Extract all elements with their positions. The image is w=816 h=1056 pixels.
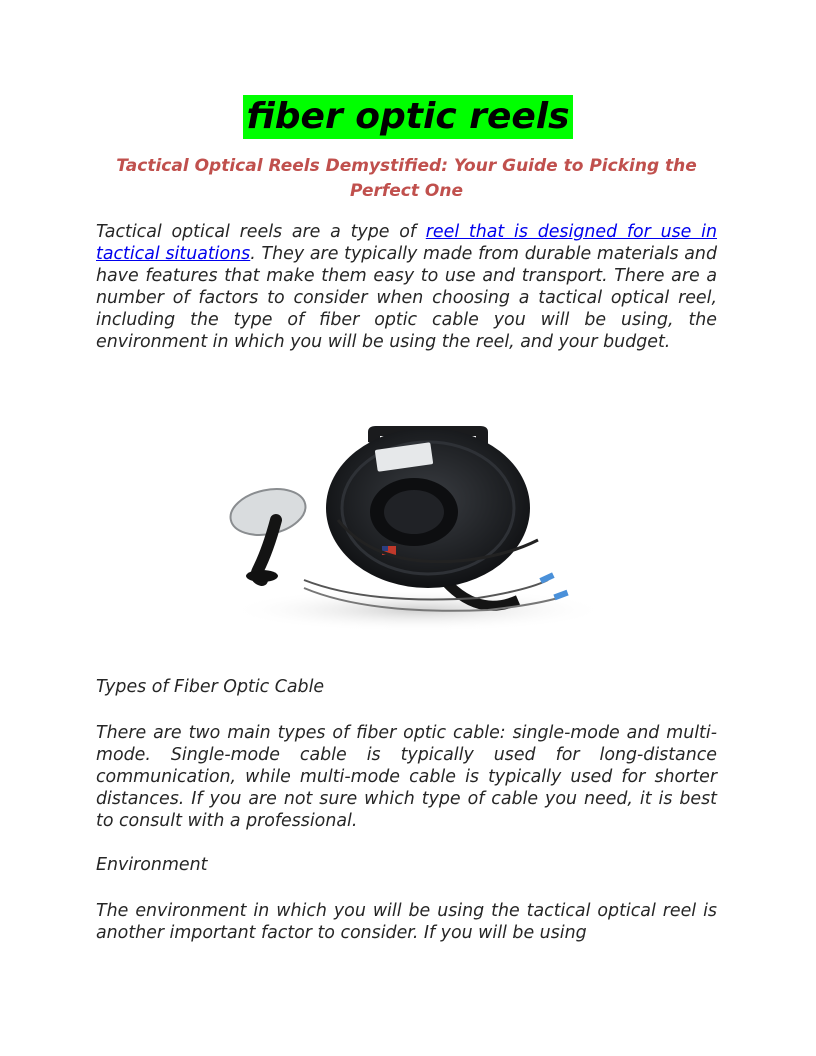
page-title: fiber optic reels xyxy=(243,95,572,139)
subtitle: Tactical Optical Reels Demystified: Your Guide to Picking the Perfect One xyxy=(116,156,697,201)
intro-text-after-link: . They are typically made from durable materials and have features that make them easy to use and transport. There are a number of factors to consider when choosing a tactical optical reel, including the type of fiber optic cable you will be using, the environment in which you will be using the reel, and your budget. xyxy=(96,244,717,352)
intro-text-before-link: Tactical optical reels are a type of xyxy=(96,222,426,242)
handle-foot xyxy=(246,570,278,582)
section-heading-cable-types: Types of Fiber Optic Cable xyxy=(96,677,325,697)
connector-tip xyxy=(539,572,554,583)
intro-paragraph xyxy=(96,221,717,353)
hub-center xyxy=(384,490,444,534)
section-heading-environment: Environment xyxy=(96,855,208,875)
reel-tactical-link[interactable]: reel that is designed for use in tactical situations xyxy=(96,222,717,264)
section-body-cable-types: There are two main types of fiber optic cable: single-mode and multi-mode. Single-mode cable is typically used for long-distance communication, while multi-mode cable is typically used for shorter distances. If you are not sure which type of cable you need, it is best to consult with a professional. xyxy=(96,723,717,831)
title-wrapper xyxy=(0,95,816,139)
flag-canton xyxy=(382,546,388,551)
section-body-environment: The environment in which you will be using the tactical optical reel is another important factor to consider. If you will be using xyxy=(96,901,717,943)
fiber-optic-reel-image xyxy=(218,420,608,630)
